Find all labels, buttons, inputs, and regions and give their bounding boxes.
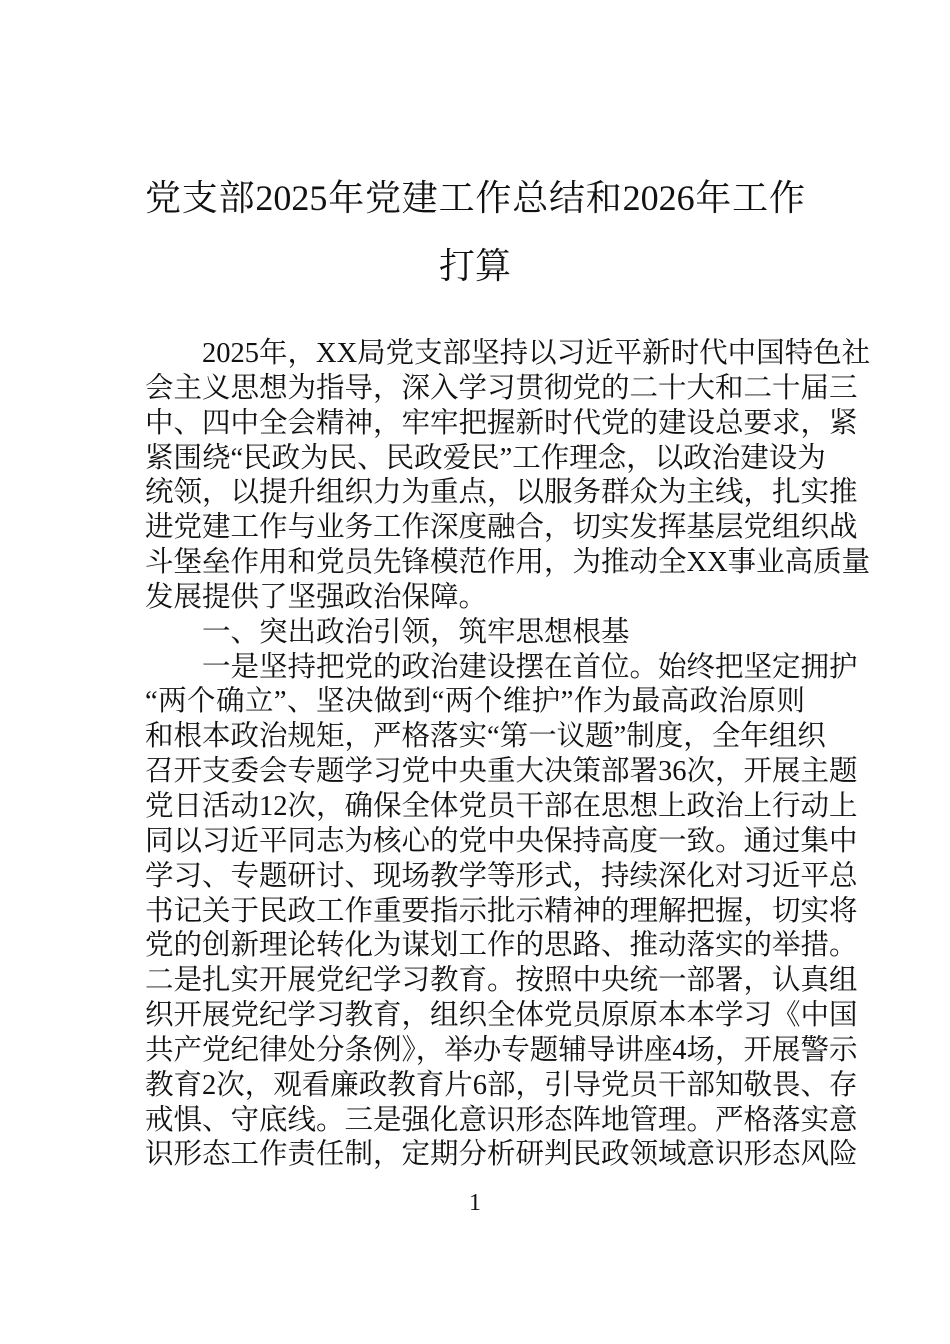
page-number: 1 <box>469 1190 481 1216</box>
text-line: 召开支委会专题学习党中央重大决策部署36次，开展主题 <box>145 756 858 788</box>
document-body <box>145 337 871 1173</box>
text-line: 书记关于民政工作重要指示批示精神的理解把握，切实将 <box>145 895 858 927</box>
text-line: 二是扎实开展党纪学习教育。按照中央统一部署，认真组 <box>145 965 858 997</box>
document-title-line-1: 党支部2025年党建工作总结和2026年工作 <box>145 178 805 218</box>
text-line: 紧围绕“民政为民、民政爱民”工作理念，以政治建设为 <box>145 442 826 474</box>
text-line: 会主义思想为指导，深入学习贯彻党的二十大和二十届三 <box>145 372 858 404</box>
text-line: 进党建工作与业务工作深度融合，切实发挥基层党组织战 <box>145 512 858 544</box>
text-line: 2025年，XX局党支部坚持以习近平新时代中国特色社 <box>202 338 871 369</box>
text-line: 中、四中全会精神，牢牢把握新时代党的建设总要求，紧 <box>145 407 858 439</box>
text-line: 党日活动12次，确保全体党员干部在思想上政治上行动上 <box>145 790 858 822</box>
document-title-line-2: 打算 <box>438 246 511 286</box>
text-line: 学习、专题研讨、现场教学等形式，持续深化对习近平总 <box>145 860 858 892</box>
text-line: 发展提供了坚强政治保障。 <box>145 581 488 613</box>
text-line: 同以习近平同志为核心的党中央保持高度一致。通过集中 <box>145 825 858 857</box>
text-line: 戒惧、守底线。三是强化意识形态阵地管理。严格落实意 <box>145 1104 858 1136</box>
text-line: 斗堡垒作用和党员先锋模范作用，为推动全XX事业高质量 <box>145 547 871 579</box>
text-line: 共产党纪律处分条例》，举办专题辅导讲座4场，开展警示 <box>145 1034 858 1066</box>
text-line: 和根本政治规矩，严格落实“第一议题”制度，全年组织 <box>145 721 826 753</box>
text-line: 教育2次，观看廉政教育片6部，引导党员干部知敬畏、存 <box>145 1069 858 1101</box>
section-heading: 一、突出政治引领，筑牢思想根基 <box>202 616 630 648</box>
text-line: 一是坚持把党的政治建设摆在首位。始终把坚定拥护 <box>202 651 858 683</box>
text-line: 识形态工作责任制，定期分析研判民政领域意识形态风险 <box>145 1139 858 1171</box>
text-line: “两个确立”、坚决做到“两个维护”作为最高政治原则 <box>145 686 805 718</box>
text-line: 党的创新理论转化为谋划工作的思路、推动落实的举措。 <box>145 930 858 962</box>
text-line: 统领，以提升组织力为重点，以服务群众为主线，扎实推 <box>145 477 858 509</box>
text-line: 织开展党纪学习教育，组织全体党员原原本本学习《中国 <box>145 1000 858 1032</box>
